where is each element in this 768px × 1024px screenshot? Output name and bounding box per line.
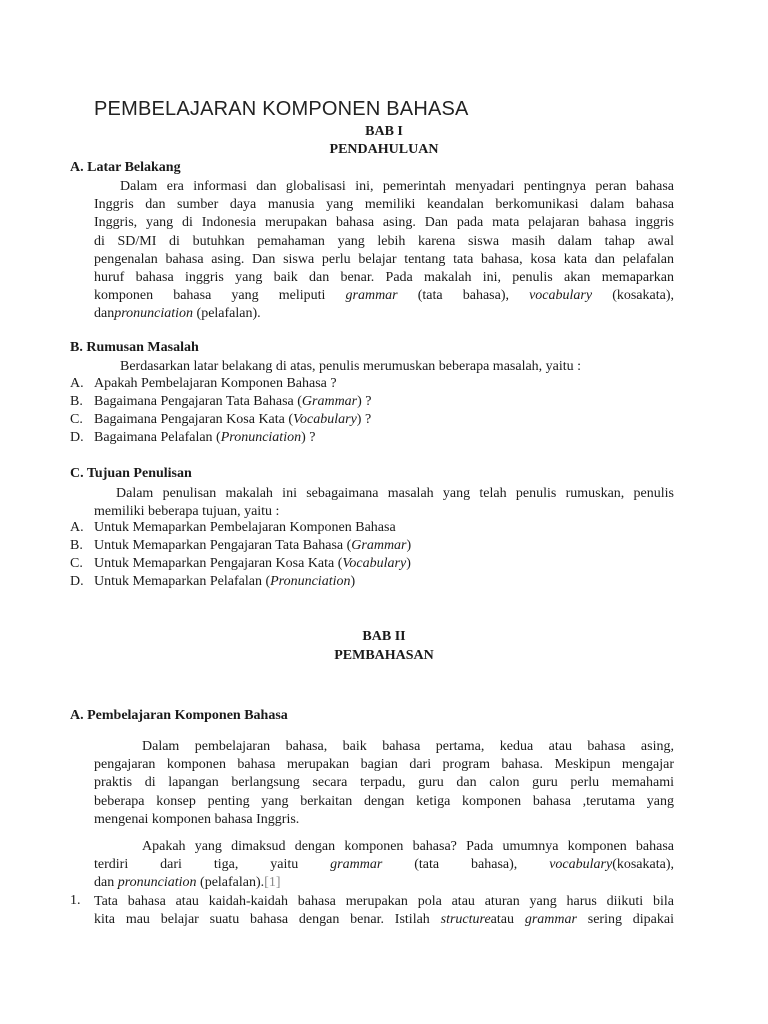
paragraph-line: Inggris dan sumber daya manusia yang memiliki keandalan berkomunikasi dalam bahasa xyxy=(94,197,674,213)
list-item-label: C. xyxy=(70,412,83,427)
list-item xyxy=(70,430,315,446)
list-item-text: Bagaimana Pengajaran Kosa Kata ( xyxy=(94,412,294,427)
list-item-italic-term: Pronunciation xyxy=(270,574,351,589)
list-item-label: A. xyxy=(70,376,84,391)
pembelajaran-paragraph-1 xyxy=(94,738,674,829)
numbered-item-1 xyxy=(94,893,674,929)
list-item-text: Bagaimana Pelafalan ( xyxy=(94,430,221,445)
list-item-label: D. xyxy=(70,430,84,445)
paragraph-line: pengenalan bahasa asing. Dan siswa perlu belajar tentang tata bahasa, kosa kata dan pelafalan xyxy=(94,251,674,267)
list-item-italic-term: Grammar xyxy=(301,394,358,409)
latar-belakang-paragraph xyxy=(94,178,674,324)
list-item-text: Untuk Memaparkan Pengajaran Tata Bahasa ( xyxy=(94,538,352,553)
list-item-suffix: ) ? xyxy=(301,430,316,445)
paragraph-line: terdiri dari tiga, yaitu grammar (tata bahasa), vocabulary(kosakata), xyxy=(94,857,674,873)
paragraph-line: danpronunciation (pelafalan). xyxy=(94,306,261,322)
list-item xyxy=(70,538,411,554)
list-item-italic-term: Grammar xyxy=(351,538,407,553)
list-item-suffix: ) xyxy=(406,538,412,553)
paragraph-line: beberapa konsep penting yang berkaitan dengan ketiga komponen bahasa ,terutama yang xyxy=(94,793,674,809)
rumusan-intro: Berdasarkan latar belakang di atas, penulis merumuskan beberapa masalah, yaitu : xyxy=(120,359,582,374)
tujuan-paragraph xyxy=(94,485,674,521)
paragraph-line: pengajaran komponen bahasa merupakan bagian dari program bahasa. Meskipun mengajar xyxy=(94,757,674,773)
paragraph-line: di SD/MI di butuhkan pemahaman yang lebih karena siswa masih dalam tahap awal xyxy=(94,233,674,249)
list-item-suffix: ) ? xyxy=(356,412,372,427)
paragraph-line: Apakah yang dimaksud dengan komponen bahasa? Pada umumnya komponen bahasa xyxy=(142,839,674,854)
list-item-italic-term: Vocabulary xyxy=(293,412,357,427)
list-item xyxy=(70,556,411,572)
paragraph-line: mengenai komponen bahasa Inggris. xyxy=(94,811,300,827)
paragraph-line: komponen bahasa yang meliputi grammar (tata bahasa), vocabulary (kosakata), xyxy=(94,288,674,304)
paragraph-line: Dalam era informasi dan globalisasi ini, pemerintah menyadari pentingnya peran bahasa xyxy=(120,179,674,194)
list-item-label: D. xyxy=(70,574,84,589)
heading-pembelajaran-komponen: A. Pembelajaran Komponen Bahasa xyxy=(70,708,288,723)
paragraph-line: huruf bahasa inggris yang baik dan benar. Pada makalah ini, penulis akan memaparkan xyxy=(94,270,674,286)
document-title: PEMBELAJARAN KOMPONEN BAHASA xyxy=(94,98,469,120)
list-item-suffix: ) xyxy=(406,556,411,571)
heading-tujuan-penulisan: C. Tujuan Penulisan xyxy=(70,466,192,481)
list-item-italic-term: Pronunciation xyxy=(220,430,302,445)
heading-rumusan-masalah: B. Rumusan Masalah xyxy=(70,340,199,355)
paragraph-line: Dalam penulisan makalah ini sebagaimana masalah yang telah penulis rumuskan, penulis xyxy=(116,486,674,501)
list-item-text: Untuk Memaparkan Pembelajaran Komponen Bahasa xyxy=(94,520,396,535)
list-item-label: A. xyxy=(70,520,84,535)
paragraph-line: Tata bahasa atau kaidah-kaidah bahasa merupakan pola atau aturan yang harus diikuti bila xyxy=(94,894,674,909)
numbered-item-1-label: 1. xyxy=(70,893,81,908)
list-item xyxy=(70,574,355,590)
list-item-text: Untuk Memaparkan Pelafalan ( xyxy=(94,574,271,589)
list-item-label: B. xyxy=(70,394,83,409)
list-item xyxy=(70,394,372,410)
list-item-label: C. xyxy=(70,556,83,571)
list-item-suffix: ) xyxy=(350,574,356,589)
bab2-label: BAB II xyxy=(362,629,406,644)
bab1-name: PENDAHULUAN xyxy=(329,142,439,157)
pembelajaran-paragraph-2 xyxy=(94,838,674,893)
paragraph-line: praktis di lapangan berlangsung secara terpadu, guru dan calon guru perlu memahami xyxy=(94,775,674,791)
paragraph-line: Dalam pembelajaran bahasa, baik bahasa pertama, kedua atau bahasa asing, xyxy=(142,739,674,754)
list-item-label: B. xyxy=(70,538,83,553)
list-item xyxy=(70,376,337,392)
list-item-text: Bagaimana Pengajaran Tata Bahasa ( xyxy=(94,394,302,409)
list-item-text: Apakah Pembelajaran Komponen Bahasa ? xyxy=(94,376,337,391)
list-item-italic-term: Vocabulary xyxy=(342,556,407,571)
paragraph-line: kita mau belajar suatu bahasa dengan benar. Istilah structureatau grammar sering dipakai xyxy=(94,912,674,928)
list-item-text: Untuk Memaparkan Pengajaran Kosa Kata ( xyxy=(94,556,343,571)
footnote-link[interactable]: [1] xyxy=(264,875,281,891)
list-item-suffix: ) ? xyxy=(357,394,372,409)
bab1-label: BAB I xyxy=(365,124,403,139)
paragraph-line: dan pronunciation (pelafalan).[1] xyxy=(94,875,281,891)
heading-latar-belakang: A. Latar Belakang xyxy=(70,160,181,175)
paragraph-line: Inggris, yang di Indonesia merupakan bahasa asing. Dan pada mata pelajaran bahasa inggris xyxy=(94,215,674,231)
list-item xyxy=(70,412,371,428)
list-item xyxy=(70,520,396,536)
paragraph-line: memiliki beberapa tujuan, yaitu : xyxy=(94,504,280,520)
bab2-name: PEMBAHASAN xyxy=(334,648,434,663)
